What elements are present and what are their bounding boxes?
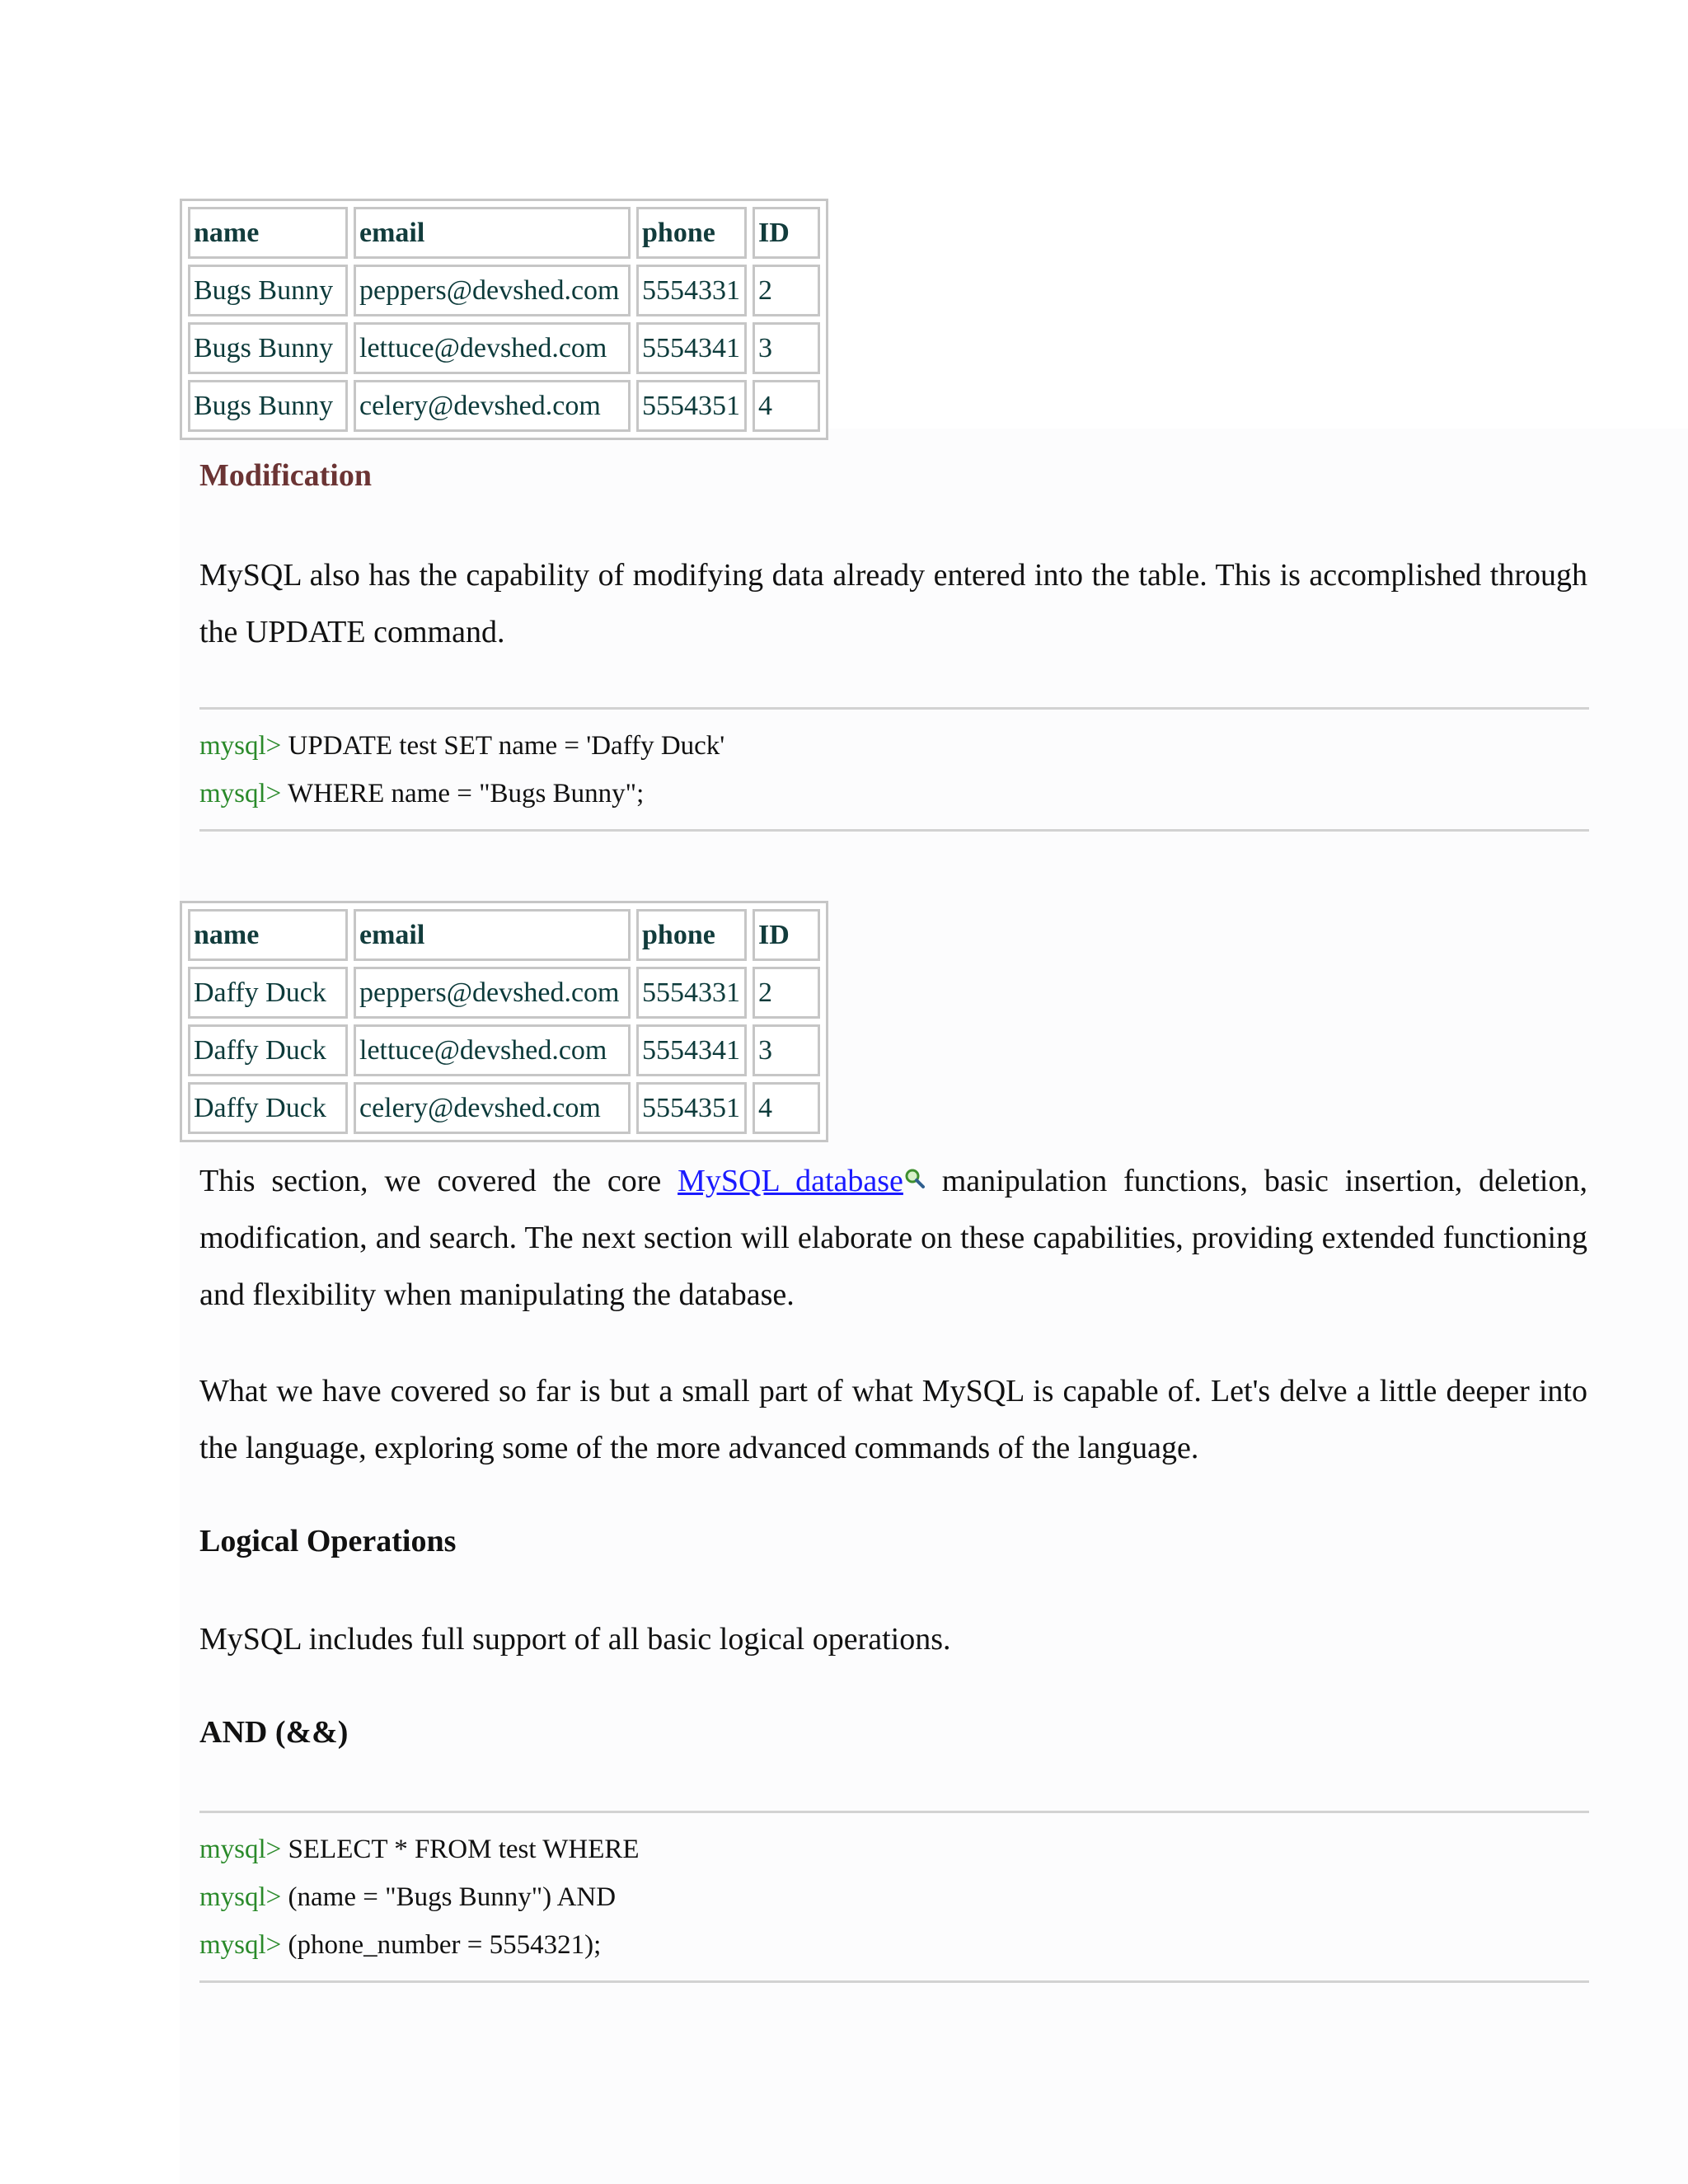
code-line (199, 770, 1589, 818)
table-row (188, 1024, 820, 1076)
logical-paragraph: MySQL includes full support of all basic logical operations. (199, 1622, 951, 1657)
summary-text-after-link: manipulation functions, basic insertion, deletion, modification, and search. The next section will elaborate on these capabilities, providing extended functioning and flexibility when manipulating the database. (199, 1164, 1587, 1312)
code-text: UPDATE test SET name = 'Daffy Duck' (281, 731, 725, 761)
summary-text-before-link: This section, we covered the core (199, 1164, 678, 1198)
cell-phone: 5554331 (636, 967, 747, 1019)
cell-email: peppers@devshed.com (354, 967, 631, 1019)
deeper-paragraph: What we have covered so far is but a small part of what MySQL is capable of. Let's delve a little deeper into the language, exploring some of the more advanced commands of the language. (199, 1374, 1587, 1465)
cell-phone: 5554351 (636, 1082, 747, 1134)
cell-phone: 5554341 (636, 322, 747, 374)
magnifier-icon[interactable] (904, 1168, 926, 1189)
table-row (188, 265, 820, 316)
summary-paragraph (199, 1153, 1587, 1324)
code-text: (phone_number = 5554321); (281, 1930, 602, 1960)
code-line (199, 1873, 1589, 1921)
cell-id: 2 (753, 967, 820, 1019)
results-table-before-update (180, 199, 828, 440)
prompt-label: mysql> (199, 1835, 282, 1864)
cell-email: lettuce@devshed.com (354, 322, 631, 374)
cell-name: Bugs Bunny (188, 380, 348, 432)
cell-email: celery@devshed.com (354, 380, 631, 432)
results-table-after-update (180, 901, 828, 1142)
table-header-row (188, 909, 820, 961)
cell-phone: 5554331 (636, 265, 747, 316)
column-header-id: ID (753, 909, 820, 961)
column-header-email: email (354, 207, 631, 259)
cell-id: 3 (753, 322, 820, 374)
prompt-label: mysql> (199, 1930, 282, 1960)
column-header-id: ID (753, 207, 820, 259)
section-heading-modification: Modification (199, 458, 372, 493)
mysql-database-link[interactable]: MySQL database (678, 1164, 903, 1198)
column-header-email: email (354, 909, 631, 961)
prompt-label: mysql> (199, 731, 282, 761)
modification-paragraph: MySQL also has the capability of modifying data already entered into the table. This is accomplished through the UPDATE command. (199, 558, 1587, 649)
code-text: (name = "Bugs Bunny") AND (281, 1882, 617, 1912)
column-header-name: name (188, 909, 348, 961)
table-row (188, 1082, 820, 1134)
code-text: SELECT * FROM test WHERE (281, 1835, 640, 1864)
table-row (188, 380, 820, 432)
cell-name: Bugs Bunny (188, 265, 348, 316)
column-header-name: name (188, 207, 348, 259)
code-block-select-and (199, 1811, 1589, 1983)
cell-id: 3 (753, 1024, 820, 1076)
section-heading-logical-operations: Logical Operations (199, 1524, 457, 1558)
cell-email: lettuce@devshed.com (354, 1024, 631, 1076)
cell-id: 2 (753, 265, 820, 316)
prompt-label: mysql> (199, 779, 282, 808)
cell-email: celery@devshed.com (354, 1082, 631, 1134)
section-heading-and: AND (&&) (199, 1715, 349, 1750)
cell-id: 4 (753, 1082, 820, 1134)
cell-name: Daffy Duck (188, 967, 348, 1019)
cell-email: peppers@devshed.com (354, 265, 631, 316)
column-header-phone: phone (636, 207, 747, 259)
cell-id: 4 (753, 380, 820, 432)
code-block-update (199, 707, 1589, 832)
table-header-row (188, 207, 820, 259)
cell-name: Bugs Bunny (188, 322, 348, 374)
prompt-label: mysql> (199, 1882, 282, 1912)
code-line (199, 722, 1589, 770)
code-line (199, 1921, 1589, 1969)
code-line (199, 1825, 1589, 1873)
table-row (188, 967, 820, 1019)
cell-name: Daffy Duck (188, 1082, 348, 1134)
column-header-phone: phone (636, 909, 747, 961)
cell-name: Daffy Duck (188, 1024, 348, 1076)
table-row (188, 322, 820, 374)
cell-phone: 5554351 (636, 380, 747, 432)
code-text: WHERE name = "Bugs Bunny"; (281, 779, 645, 808)
cell-phone: 5554341 (636, 1024, 747, 1076)
